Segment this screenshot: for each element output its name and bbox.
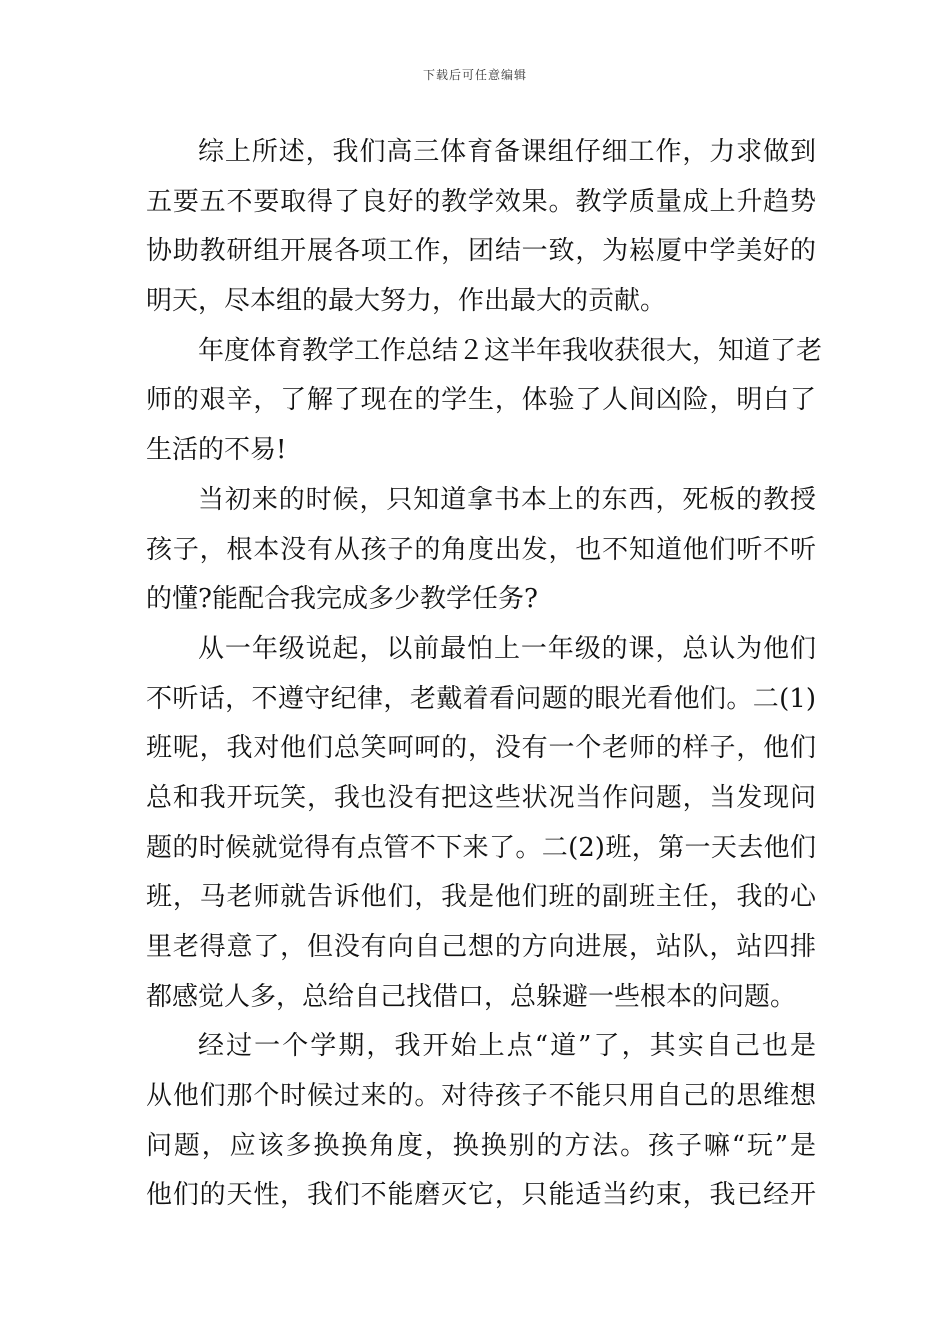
paragraph-line: 综上所述，我们高三体育备课组仔细工作，力求做到 bbox=[198, 137, 816, 167]
document-body bbox=[146, 128, 823, 1221]
paragraph-line: 生活的不易! bbox=[146, 435, 287, 466]
paragraph-line: 班呢，我对他们总笑呵呵的，没有一个老师的样子，他们 bbox=[146, 733, 816, 764]
paragraph-line: 的懂?能配合我完成多少教学任务? bbox=[146, 584, 538, 615]
paragraph-line: 他们的天性，我们不能磨灭它，只能适当约束，我已经开 bbox=[146, 1180, 816, 1211]
paragraph-line: 问题，应该多换换角度，换换别的方法。孩子嘛“玩”是 bbox=[146, 1130, 816, 1161]
header-note: 下载后可任意编辑 bbox=[422, 68, 527, 82]
paragraph-line: 年度体育教学工作总结２这半年我收获很大，知道了老 bbox=[198, 335, 823, 366]
paragraph-line: 不听话，不遵守纪律，老戴着看问题的眼光看他们。二(1) bbox=[146, 683, 816, 714]
paragraph-line: 都感觉人多，总给自己找借口，总躲避一些根本的问题。 bbox=[146, 981, 797, 1012]
paragraph-line: 从他们那个时候过来的。对待孩子不能只用自己的思维想 bbox=[146, 1081, 816, 1112]
paragraph-line: 从一年级说起，以前最怕上一年级的课，总认为他们 bbox=[198, 633, 816, 664]
paragraph-line: 协助教研组开展各项工作，团结一致，为崧厦中学美好的 bbox=[146, 236, 816, 267]
paragraph-line: 五要五不要取得了良好的教学效果。教学质量成上升趋势 bbox=[146, 186, 816, 217]
paragraph-line: 里老得意了，但没有向自己想的方向进展，站队，站四排 bbox=[146, 932, 816, 962]
paragraph-line: 当初来的时候，只知道拿书本上的东西，死板的教授 bbox=[198, 484, 816, 515]
paragraph-line: 总和我开玩笑，我也没有把这些状况当作问题，当发现问 bbox=[146, 782, 816, 813]
paragraph-line: 班，马老师就告诉他们，我是他们班的副班主任，我的心 bbox=[146, 882, 816, 913]
paragraph-line: 孩子，根本没有从孩子的角度出发，也不知道他们听不听 bbox=[146, 534, 816, 565]
paragraph-line: 经过一个学期，我开始上点“道”了，其实自己也是 bbox=[198, 1031, 816, 1062]
paragraph-line: 师的艰辛，了解了现在的学生，体验了人间凶险，明白了 bbox=[146, 385, 816, 416]
paragraph-line: 题的时候就觉得有点管不下来了。二(2)班，第一天去他们 bbox=[146, 832, 816, 863]
paragraph-line: 明天，尽本组的最大努力，作出最大的贡献。 bbox=[146, 286, 667, 317]
